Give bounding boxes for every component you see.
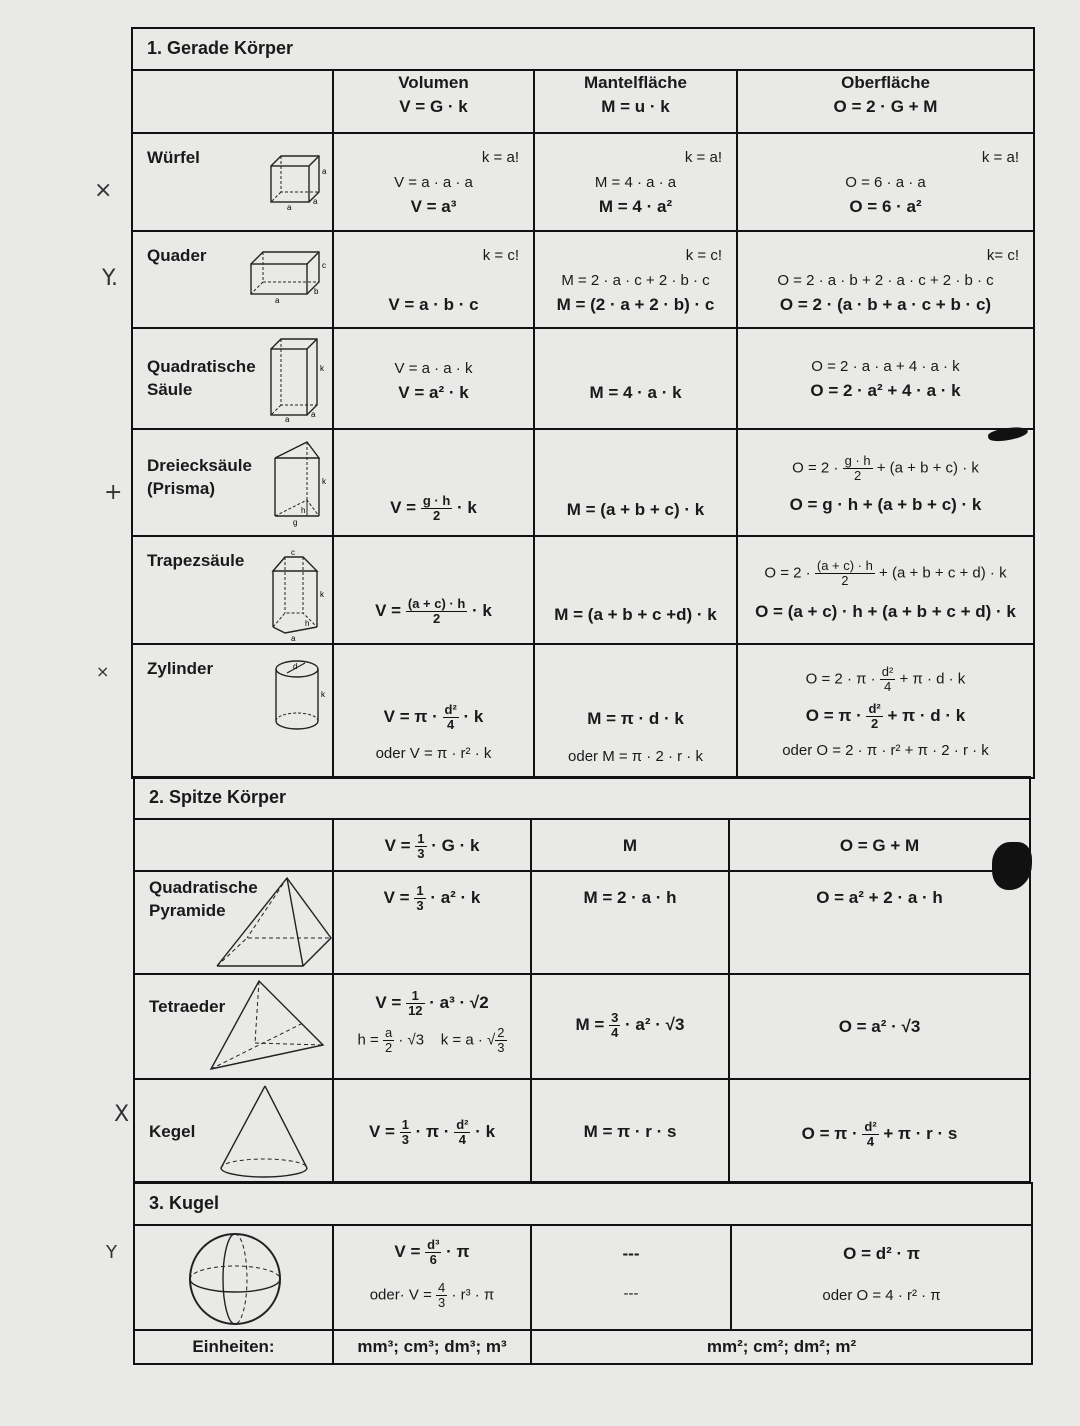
square-column-diagram (267, 335, 329, 423)
volume-cell: V = $\frac{(a + c) \cdot h}{2}$ · k (333, 536, 534, 644)
oberflaeche-cell: O = 2 · π · $\frac{\text{d²}}{4}$ + π · d · k O = π · $\frac{\text{d²}}{2}$ + π · d · k oder O = 2 · π · r² + π · 2 · r · k (737, 644, 1034, 778)
row-name-cell (134, 871, 333, 974)
units-label: Einheiten: (192, 1337, 275, 1356)
table-row (132, 536, 1034, 644)
volume-cell: k = a! V = a · a · a V = a³ (333, 133, 534, 231)
units-row (134, 1330, 1032, 1364)
tetrahedron-diagram (207, 977, 331, 1075)
body-name: Würfel (147, 148, 200, 167)
header-volume: V = $\frac{1}{3}$ · G · k (333, 819, 531, 871)
volume-cell: V = a · a · k V = a² · k (333, 328, 534, 429)
square-pyramid-diagram (213, 874, 335, 972)
formula-sheet (131, 27, 1035, 1363)
margin-mark: × (94, 178, 113, 203)
triangular-prism-diagram (271, 438, 331, 526)
section-sphere (133, 1182, 1033, 1365)
mantel-cell: M = π · d · k oder M = π · 2 · r · k (534, 644, 737, 778)
row-name-cell (132, 536, 333, 644)
volume-cell: V = $\frac{1}{3}$ · π · $\frac{\text{d²}}{4}$ · k (333, 1079, 531, 1182)
row-name-cell (132, 644, 333, 778)
oberflaeche-cell: O = a² + 2 · a · h (729, 871, 1030, 974)
table-row (132, 328, 1034, 429)
table-row (132, 133, 1034, 231)
header-volume: Volumen V = G · k (333, 70, 534, 133)
oberflaeche-cell: O = 2 · $\frac{g \cdot h}{2}$ + (a + b + c) · k O = g · h + (a + b + c) · k (737, 429, 1034, 536)
header-oberflaeche: Oberfläche O = 2 · G + M (737, 70, 1034, 133)
volume-cell: V = $\frac{1}{12}$ · a³ · √2 h = $\frac{a}{2}$ · √3 k = a · √ $\frac{2}{3}$ (333, 974, 531, 1079)
label-k: k (320, 590, 324, 599)
table-row (132, 231, 1034, 328)
margin-mark: Y. (102, 266, 118, 291)
label-h: h (305, 619, 310, 628)
margin-mark: × (96, 662, 110, 681)
volume-cell: k = c! V = a · b · c (333, 231, 534, 328)
label-a: a (275, 296, 280, 305)
table-row (134, 871, 1030, 974)
section-title-row (134, 1183, 1032, 1225)
body-name: Trapezsäule (147, 551, 245, 570)
body-name: Quadratische Säule (147, 357, 256, 399)
row-name-cell (134, 974, 333, 1079)
volume-cell: V = $\frac{1}{3}$ · a² · k (333, 871, 531, 974)
label-g: g (293, 518, 298, 527)
label-k: k (320, 364, 324, 373)
section-title: 3. Kugel (149, 1193, 220, 1213)
mantel-cell: M = π · r · s (531, 1079, 729, 1182)
oberflaeche-cell: k = a! O = 6 · a · a O = 6 · a² (737, 133, 1034, 231)
body-name: Kegel (149, 1122, 196, 1141)
cuboid-diagram (247, 246, 331, 306)
label-c: c (291, 548, 295, 557)
label-a: a (313, 197, 318, 206)
table-row (134, 1225, 1032, 1330)
row-name-cell (134, 1079, 333, 1182)
volume-cell: V = π · $\frac{\text{d²}}{4}$ · k oder V = π · r² · k (333, 644, 534, 778)
label-a: a (291, 634, 296, 643)
mantel-cell: k = a! M = 4 · a · a M = 4 · a² (534, 133, 737, 231)
table-row (134, 974, 1030, 1079)
oberflaeche-cell: O = d² · π oder O = 4 · r² · π (731, 1225, 1032, 1330)
table-row (132, 644, 1034, 778)
cube-diagram (267, 152, 329, 212)
row-name-cell (132, 133, 333, 231)
cylinder-diagram (273, 657, 331, 733)
label-a: a (287, 203, 292, 212)
body-name: Tetraeder (149, 997, 226, 1016)
sphere-diagram (185, 1230, 285, 1328)
mantel-cell: M = (a + b + c) · k (534, 429, 737, 536)
label-a: a (311, 410, 316, 419)
label-a: a (285, 415, 290, 424)
body-name: Quader (147, 246, 207, 265)
margin-mark: Y (106, 1242, 117, 1263)
row-name-cell (134, 1225, 333, 1330)
label-h: h (301, 506, 306, 515)
label-k: k (322, 477, 326, 486)
body-name: Quadratische Pyramide (149, 878, 258, 920)
header-mantel: Mantelfläche M = u · k (534, 70, 737, 133)
section-title-row (132, 28, 1034, 70)
volume-cell: V = $\frac{\text{d³}}{6}$ · π oder· V = $\frac{4}{3}$ · r³ · π (333, 1225, 531, 1330)
mantel-cell: k = c! M = 2 · a · c + 2 · b · c M = (2 · a + 2 · b) · c (534, 231, 737, 328)
label-c: c (322, 261, 326, 270)
section-pointed-bodies (133, 776, 1031, 1183)
margin-mark: X (114, 1102, 130, 1127)
cone-diagram (217, 1082, 313, 1180)
row-name-cell (132, 328, 333, 429)
row-name-cell (132, 231, 333, 328)
area-units: mm²; cm²; dm²; m² (706, 1337, 857, 1356)
table-row (132, 429, 1034, 536)
table-row (134, 1079, 1030, 1182)
header-row (134, 819, 1030, 871)
mantel-cell: M = 4 · a · k (534, 328, 737, 429)
oberflaeche-cell: O = 2 · $\frac{(a + c) \cdot h}{2}$ + (a + b + c + d) · k O = (a + c) · h + (a + b + c + d) · k (737, 536, 1034, 644)
row-name-cell (132, 429, 333, 536)
mantel-cell: M = (a + b + c +d) · k (534, 536, 737, 644)
mantel-cell: --- --- (531, 1225, 731, 1330)
label-a: a (322, 167, 327, 176)
body-name: Dreiecksäule (Prisma) (147, 456, 252, 498)
oberflaeche-cell: O = 2 · a · a + 4 · a · k O = 2 · a² + 4 · a · k (737, 328, 1034, 429)
oberflaeche-cell: k= c! O = 2 · a · b + 2 · a · c + 2 · b · c O = 2 · (a · b + a · c + b · c) (737, 231, 1034, 328)
mantel-cell: M = 2 · a · h (531, 871, 729, 974)
header-row (132, 70, 1034, 133)
body-name: Zylinder (147, 659, 214, 678)
label-d: d (293, 662, 298, 671)
trapezoid-column-diagram (269, 547, 331, 643)
volume-units: mm³; cm³; dm³; m³ (357, 1337, 507, 1356)
header-mantel: M (531, 819, 729, 871)
section-title: 1. Gerade Körper (147, 38, 294, 58)
label-b: b (314, 287, 319, 296)
oberflaeche-cell: O = π · $\frac{\text{d²}}{4}$ + π · r · s (729, 1079, 1030, 1182)
section-straight-bodies (131, 27, 1035, 779)
header-oberflaeche: O = G + M (729, 819, 1030, 871)
volume-cell: V = $\frac{g \cdot h}{2}$ · k (333, 429, 534, 536)
oberflaeche-cell: O = a² · √3 (729, 974, 1030, 1079)
mantel-cell: M = $\frac{3}{4}$ · a² · √3 (531, 974, 729, 1079)
label-k: k (321, 690, 325, 699)
margin-mark: + (104, 480, 123, 505)
section-title-row (134, 777, 1030, 819)
section-title: 2. Spitze Körper (149, 787, 287, 807)
